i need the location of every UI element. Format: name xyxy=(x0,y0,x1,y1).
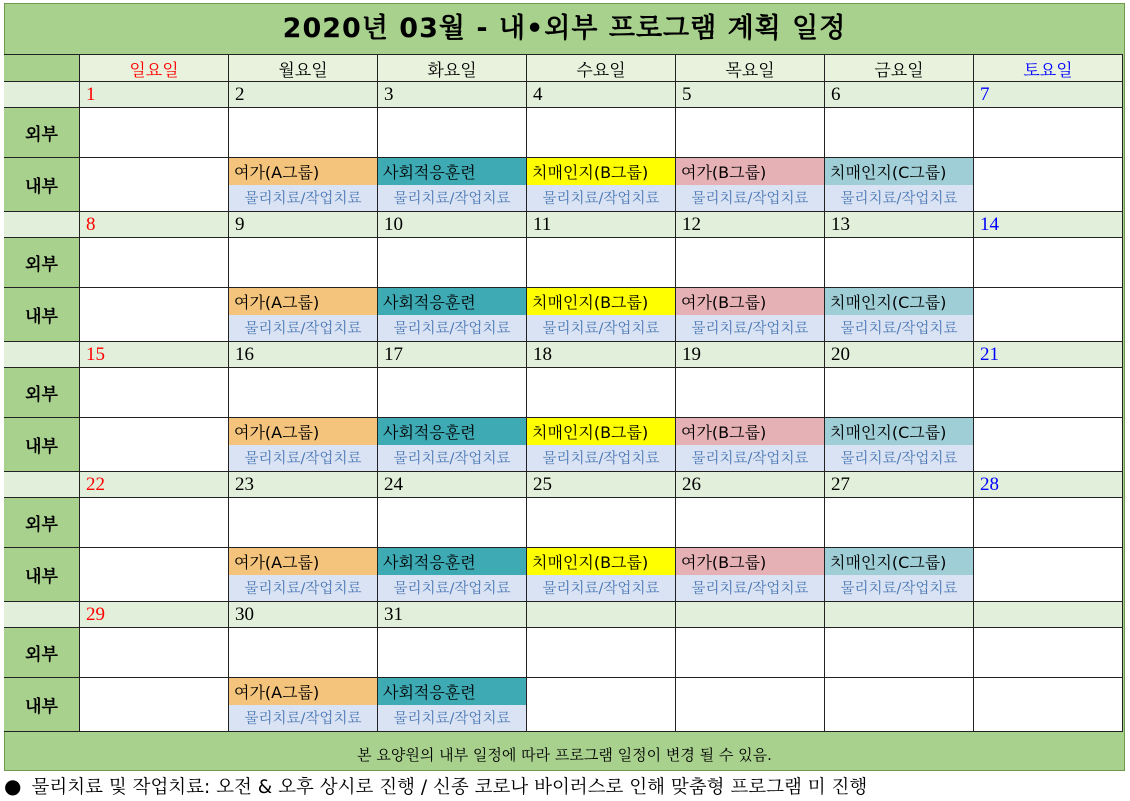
external-schedule-cell[interactable] xyxy=(378,238,527,288)
therapy-label: 물리치료/작업치료 xyxy=(676,185,824,212)
bullet-icon: ● xyxy=(4,774,22,798)
row-label-external: 외부 xyxy=(4,628,80,678)
therapy-label: 물리치료/작업치료 xyxy=(378,185,526,212)
external-schedule-cell[interactable] xyxy=(825,238,974,288)
date-cell[interactable]: 6 xyxy=(825,82,974,108)
therapy-label: 물리치료/작업치료 xyxy=(527,575,675,602)
date-cell[interactable] xyxy=(974,602,1123,628)
date-cell[interactable] xyxy=(527,602,676,628)
internal-schedule-cell[interactable] xyxy=(80,678,229,732)
date-cell[interactable]: 5 xyxy=(676,82,825,108)
program-label: 사회적응훈련 xyxy=(378,418,526,445)
internal-schedule-cell[interactable] xyxy=(229,678,378,732)
external-schedule-cell[interactable] xyxy=(378,368,527,418)
internal-schedule-cell[interactable] xyxy=(229,288,378,342)
external-schedule-cell[interactable] xyxy=(974,108,1123,158)
external-schedule-cell[interactable] xyxy=(974,628,1123,678)
therapy-label: 물리치료/작업치료 xyxy=(676,445,824,472)
internal-schedule-cell[interactable] xyxy=(676,158,825,212)
program-label: 치매인지(B그룹) xyxy=(527,288,675,315)
row-label-internal: 내부 xyxy=(4,288,80,342)
program-label: 여가(A그룹) xyxy=(229,678,377,705)
row-label-internal: 내부 xyxy=(4,158,80,212)
external-schedule-cell[interactable] xyxy=(676,628,825,678)
external-schedule-cell[interactable] xyxy=(229,108,378,158)
program-label: 치매인지(B그룹) xyxy=(527,548,675,575)
internal-schedule-cell[interactable] xyxy=(527,548,676,602)
program-label: 여가(A그룹) xyxy=(229,158,377,185)
external-schedule-cell[interactable] xyxy=(825,628,974,678)
internal-schedule-cell[interactable] xyxy=(676,548,825,602)
external-schedule-cell[interactable] xyxy=(229,238,378,288)
external-schedule-cell[interactable] xyxy=(825,498,974,548)
date-row-label xyxy=(4,82,80,108)
external-schedule-cell[interactable] xyxy=(825,108,974,158)
date-cell[interactable] xyxy=(676,602,825,628)
external-schedule-cell[interactable] xyxy=(80,238,229,288)
program-label: 치매인지(C그룹) xyxy=(825,548,973,575)
internal-schedule-cell[interactable] xyxy=(80,288,229,342)
header-corner xyxy=(4,54,80,82)
row-label-external: 외부 xyxy=(4,368,80,418)
program-label: 여가(A그룹) xyxy=(229,418,377,445)
row-label-internal: 내부 xyxy=(4,418,80,472)
external-schedule-cell[interactable] xyxy=(676,498,825,548)
weekday-header: 월요일 xyxy=(229,54,378,82)
external-schedule-cell[interactable] xyxy=(974,498,1123,548)
internal-schedule-cell[interactable] xyxy=(676,288,825,342)
therapy-label: 물리치료/작업치료 xyxy=(378,575,526,602)
date-cell[interactable]: 10 xyxy=(378,212,527,238)
program-label: 여가(B그룹) xyxy=(676,158,824,185)
date-cell[interactable]: 26 xyxy=(676,472,825,498)
program-label: 치매인지(C그룹) xyxy=(825,418,973,445)
internal-schedule-cell[interactable] xyxy=(527,288,676,342)
internal-schedule-cell[interactable] xyxy=(378,678,527,732)
row-label-internal: 내부 xyxy=(4,678,80,732)
program-label: 사회적응훈련 xyxy=(378,678,526,705)
internal-schedule-cell[interactable] xyxy=(229,158,378,212)
internal-schedule-cell[interactable] xyxy=(974,158,1123,212)
weekday-header: 목요일 xyxy=(676,54,825,82)
therapy-label: 물리치료/작업치료 xyxy=(229,575,377,602)
row-label-internal: 내부 xyxy=(4,548,80,602)
internal-schedule-cell[interactable] xyxy=(974,548,1123,602)
date-cell[interactable]: 11 xyxy=(527,212,676,238)
date-cell[interactable]: 19 xyxy=(676,342,825,368)
internal-schedule-cell[interactable] xyxy=(974,418,1123,472)
date-cell[interactable]: 2 xyxy=(229,82,378,108)
external-schedule-cell[interactable] xyxy=(80,498,229,548)
program-label: 여가(A그룹) xyxy=(229,288,377,315)
therapy-label: 물리치료/작업치료 xyxy=(527,185,675,212)
date-cell[interactable]: 4 xyxy=(527,82,676,108)
external-schedule-cell[interactable] xyxy=(825,368,974,418)
therapy-label: 물리치료/작업치료 xyxy=(229,445,377,472)
internal-schedule-cell[interactable] xyxy=(80,548,229,602)
external-schedule-cell[interactable] xyxy=(676,108,825,158)
therapy-label: 물리치료/작업치료 xyxy=(378,705,526,732)
internal-schedule-cell[interactable] xyxy=(80,158,229,212)
program-label: 여가(B그룹) xyxy=(676,418,824,445)
weekday-header: 토요일 xyxy=(974,54,1123,82)
therapy-label: 물리치료/작업치료 xyxy=(229,185,377,212)
internal-schedule-cell[interactable] xyxy=(676,418,825,472)
internal-schedule-cell[interactable] xyxy=(527,678,676,732)
date-cell[interactable]: 17 xyxy=(378,342,527,368)
external-schedule-cell[interactable] xyxy=(80,628,229,678)
internal-schedule-cell[interactable] xyxy=(378,288,527,342)
therapy-label: 물리치료/작업치료 xyxy=(229,705,377,732)
program-label: 사회적응훈련 xyxy=(378,288,526,315)
row-label-external: 외부 xyxy=(4,238,80,288)
therapy-label: 물리치료/작업치료 xyxy=(676,575,824,602)
date-cell[interactable]: 9 xyxy=(229,212,378,238)
program-label: 사회적응훈련 xyxy=(378,158,526,185)
internal-schedule-cell[interactable] xyxy=(229,418,378,472)
therapy-label: 물리치료/작업치료 xyxy=(676,315,824,342)
therapy-label: 물리치료/작업치료 xyxy=(825,575,973,602)
external-schedule-cell[interactable] xyxy=(974,368,1123,418)
internal-schedule-cell[interactable] xyxy=(229,548,378,602)
external-schedule-cell[interactable] xyxy=(378,108,527,158)
external-schedule-cell[interactable] xyxy=(527,628,676,678)
therapy-label: 물리치료/작업치료 xyxy=(378,445,526,472)
weekday-header: 화요일 xyxy=(378,54,527,82)
date-cell[interactable]: 20 xyxy=(825,342,974,368)
date-cell[interactable]: 30 xyxy=(229,602,378,628)
program-label: 여가(B그룹) xyxy=(676,548,824,575)
external-schedule-cell[interactable] xyxy=(676,238,825,288)
therapy-label: 물리치료/작업치료 xyxy=(378,315,526,342)
internal-schedule-cell[interactable] xyxy=(825,548,974,602)
date-cell[interactable]: 24 xyxy=(378,472,527,498)
weekday-header: 수요일 xyxy=(527,54,676,82)
internal-schedule-cell[interactable] xyxy=(527,158,676,212)
internal-schedule-cell[interactable] xyxy=(527,418,676,472)
date-cell[interactable]: 13 xyxy=(825,212,974,238)
date-cell[interactable]: 23 xyxy=(229,472,378,498)
external-schedule-cell[interactable] xyxy=(80,368,229,418)
date-cell[interactable]: 29 xyxy=(80,602,229,628)
date-cell[interactable]: 18 xyxy=(527,342,676,368)
internal-schedule-cell[interactable] xyxy=(825,418,974,472)
internal-schedule-cell[interactable] xyxy=(676,678,825,732)
internal-schedule-cell[interactable] xyxy=(378,158,527,212)
date-row-label xyxy=(4,342,80,368)
internal-schedule-cell[interactable] xyxy=(825,288,974,342)
date-cell[interactable]: 22 xyxy=(80,472,229,498)
program-label: 치매인지(B그룹) xyxy=(527,158,675,185)
external-schedule-cell[interactable] xyxy=(527,498,676,548)
internal-schedule-cell[interactable] xyxy=(378,548,527,602)
date-cell[interactable]: 31 xyxy=(378,602,527,628)
external-schedule-cell[interactable] xyxy=(229,628,378,678)
date-cell[interactable]: 28 xyxy=(974,472,1123,498)
date-cell[interactable]: 21 xyxy=(974,342,1123,368)
external-schedule-cell[interactable] xyxy=(527,238,676,288)
internal-schedule-cell[interactable] xyxy=(974,288,1123,342)
date-row-label xyxy=(4,212,80,238)
date-row-label xyxy=(4,602,80,628)
therapy-label: 물리치료/작업치료 xyxy=(825,445,973,472)
schedule-change-note: 본 요양원의 내부 일정에 따라 프로그램 일정이 변경 될 수 있음. xyxy=(357,746,772,764)
weekday-header: 금요일 xyxy=(825,54,974,82)
footer-note xyxy=(4,772,1125,800)
program-label: 여가(B그룹) xyxy=(676,288,824,315)
internal-schedule-cell[interactable] xyxy=(825,678,974,732)
date-cell[interactable]: 16 xyxy=(229,342,378,368)
internal-schedule-cell[interactable] xyxy=(974,678,1123,732)
date-row-label xyxy=(4,472,80,498)
date-cell[interactable]: 27 xyxy=(825,472,974,498)
date-cell[interactable] xyxy=(825,602,974,628)
therapy-label: 물리치료/작업치료 xyxy=(825,185,973,212)
internal-schedule-cell[interactable] xyxy=(80,418,229,472)
program-label: 치매인지(C그룹) xyxy=(825,158,973,185)
program-label: 여가(A그룹) xyxy=(229,548,377,575)
date-cell[interactable]: 25 xyxy=(527,472,676,498)
program-label: 치매인지(B그룹) xyxy=(527,418,675,445)
external-schedule-cell[interactable] xyxy=(527,368,676,418)
therapy-label: 물리치료/작업치료 xyxy=(527,445,675,472)
weekday-header: 일요일 xyxy=(80,54,229,82)
row-label-external: 외부 xyxy=(4,108,80,158)
footer-text: 물리치료 및 작업치료: 오전 & 오후 상시로 진행 / 신종 코로나 바이러스로 인해 맞춤형 프로그램 미 진행 xyxy=(31,777,868,798)
date-cell[interactable]: 8 xyxy=(80,212,229,238)
internal-schedule-cell[interactable] xyxy=(378,418,527,472)
internal-schedule-cell[interactable] xyxy=(825,158,974,212)
row-label-external: 외부 xyxy=(4,498,80,548)
date-cell[interactable]: 1 xyxy=(80,82,229,108)
therapy-label: 물리치료/작업치료 xyxy=(825,315,973,342)
program-label: 치매인지(C그룹) xyxy=(825,288,973,315)
external-schedule-cell[interactable] xyxy=(527,108,676,158)
date-cell[interactable]: 3 xyxy=(378,82,527,108)
page-title: 2020년 03월 - 내•외부 프로그램 계획 일정 xyxy=(282,13,847,44)
date-cell[interactable]: 12 xyxy=(676,212,825,238)
calendar-grid xyxy=(4,54,1125,738)
external-schedule-cell[interactable] xyxy=(378,498,527,548)
external-schedule-cell[interactable] xyxy=(378,628,527,678)
therapy-label: 물리치료/작업치료 xyxy=(229,315,377,342)
external-schedule-cell[interactable] xyxy=(80,108,229,158)
external-schedule-cell[interactable] xyxy=(229,368,378,418)
external-schedule-cell[interactable] xyxy=(229,498,378,548)
date-cell[interactable]: 7 xyxy=(974,82,1123,108)
date-cell[interactable]: 15 xyxy=(80,342,229,368)
date-cell[interactable]: 14 xyxy=(974,212,1123,238)
external-schedule-cell[interactable] xyxy=(676,368,825,418)
program-label: 사회적응훈련 xyxy=(378,548,526,575)
therapy-label: 물리치료/작업치료 xyxy=(527,315,675,342)
external-schedule-cell[interactable] xyxy=(974,238,1123,288)
